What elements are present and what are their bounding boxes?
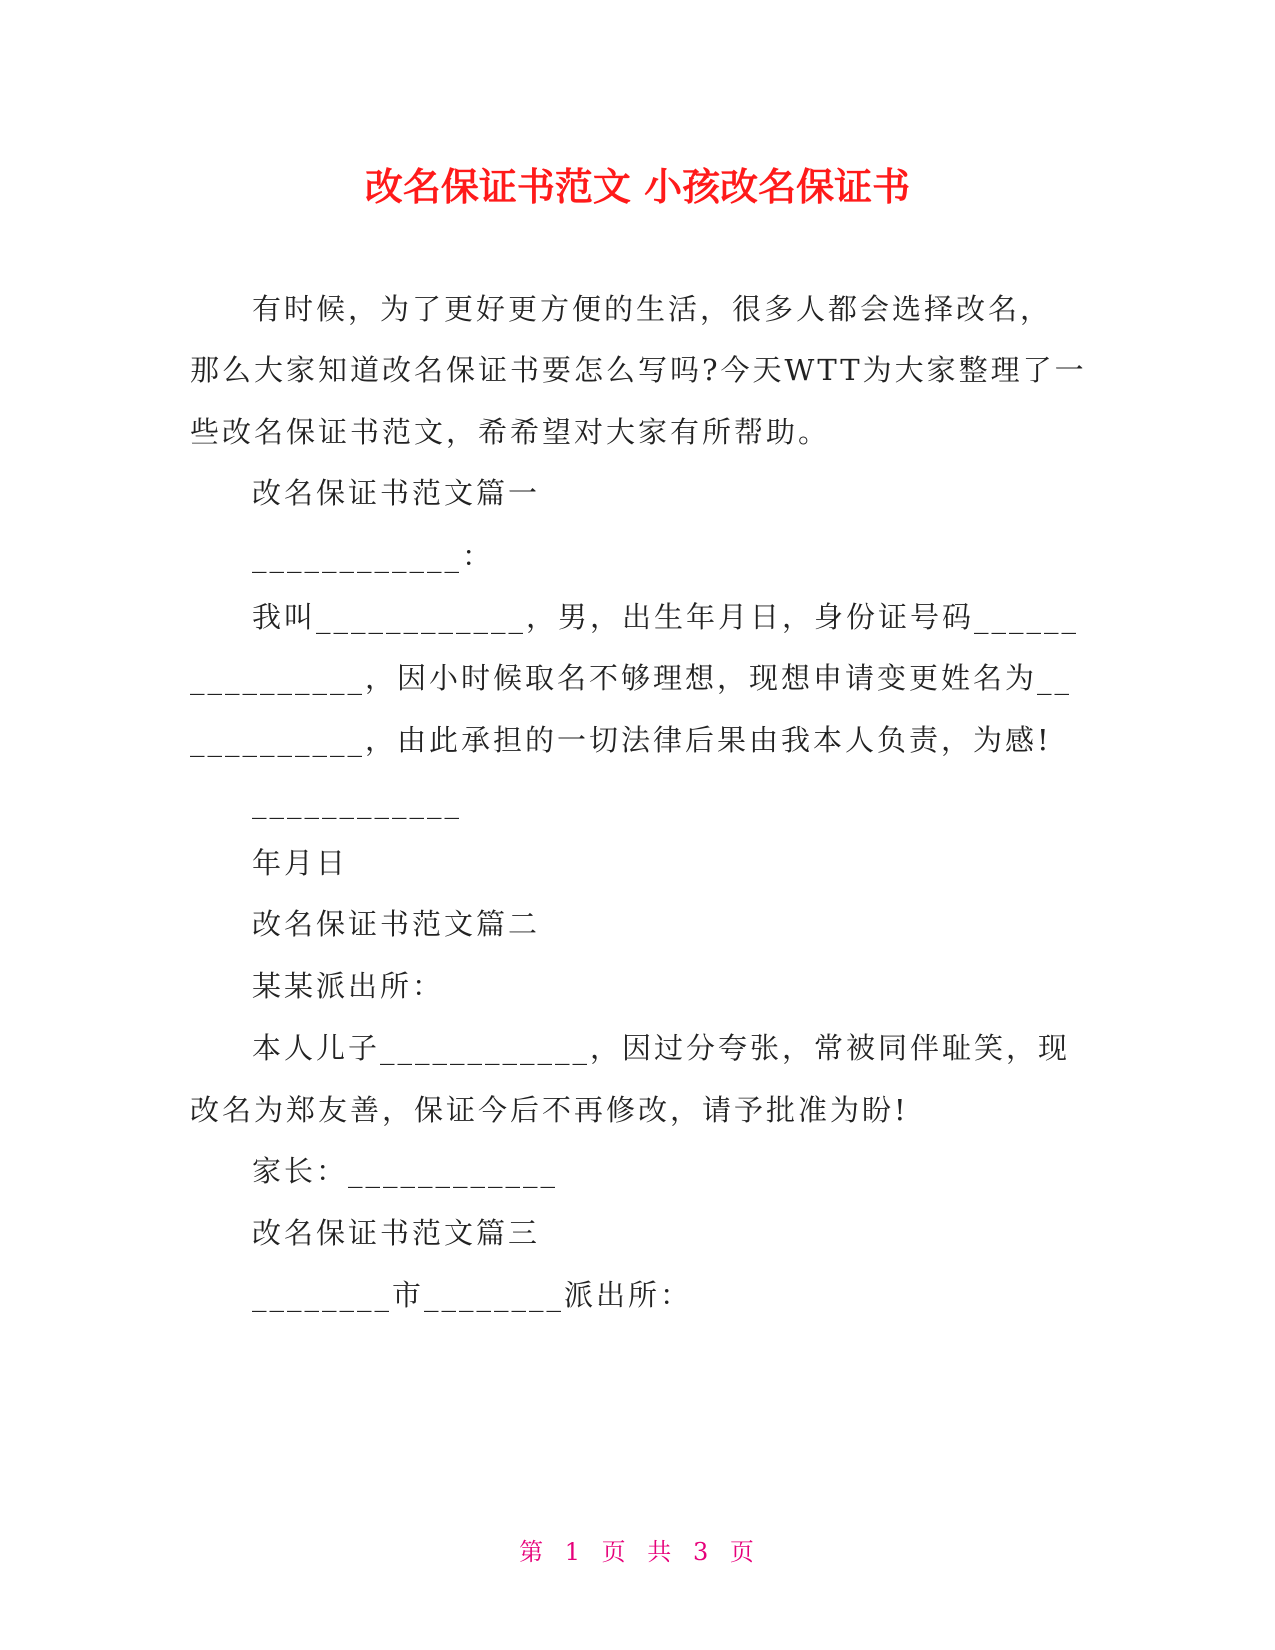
body-line-2: __________，因小时候取名不够理想，现想申请变更姓名为__ xyxy=(190,661,1073,695)
document-title: 改名保证书范文 小孩改名保证书 xyxy=(364,165,911,209)
addressee-line-3: ________市________派出所： xyxy=(252,1278,693,1312)
section-heading-2: 改名保证书范文篇二 xyxy=(252,907,541,941)
section-heading-3: 改名保证书范文篇三 xyxy=(252,1216,541,1250)
page-footer: 第 1 页 共 3 页 xyxy=(519,1538,756,1566)
body-line-3: __________，由此承担的一切法律后果由我本人负责，为感! xyxy=(190,723,1052,757)
parent-signature-line: 家长：____________ xyxy=(252,1154,559,1188)
date-line: 年月日 xyxy=(252,846,349,880)
addressee-line: 某某派出所： xyxy=(252,969,445,1003)
body-line-1: 我叫____________，男，出生年月日，身份证号码______ xyxy=(252,600,1080,634)
body-line-4: 本人儿子____________，因过分夸张，常被同伴耻笑，现 xyxy=(252,1031,1071,1065)
addressee-blank: ____________： xyxy=(252,539,495,573)
section-heading-1: 改名保证书范文篇一 xyxy=(252,476,541,510)
body-line-5: 改名为郑友善，保证今后不再修改，请予批准为盼! xyxy=(190,1093,909,1127)
intro-line-3: 些改名保证书范文，希希望对大家有所帮助。 xyxy=(190,415,831,449)
intro-line-2: 那么大家知道改名保证书要怎么写吗?今天WTT为大家整理了一 xyxy=(190,353,1087,387)
intro-line-1: 有时候，为了更好更方便的生活，很多人都会选择改名， xyxy=(252,292,1053,326)
signature-blank: ____________ xyxy=(252,785,462,819)
